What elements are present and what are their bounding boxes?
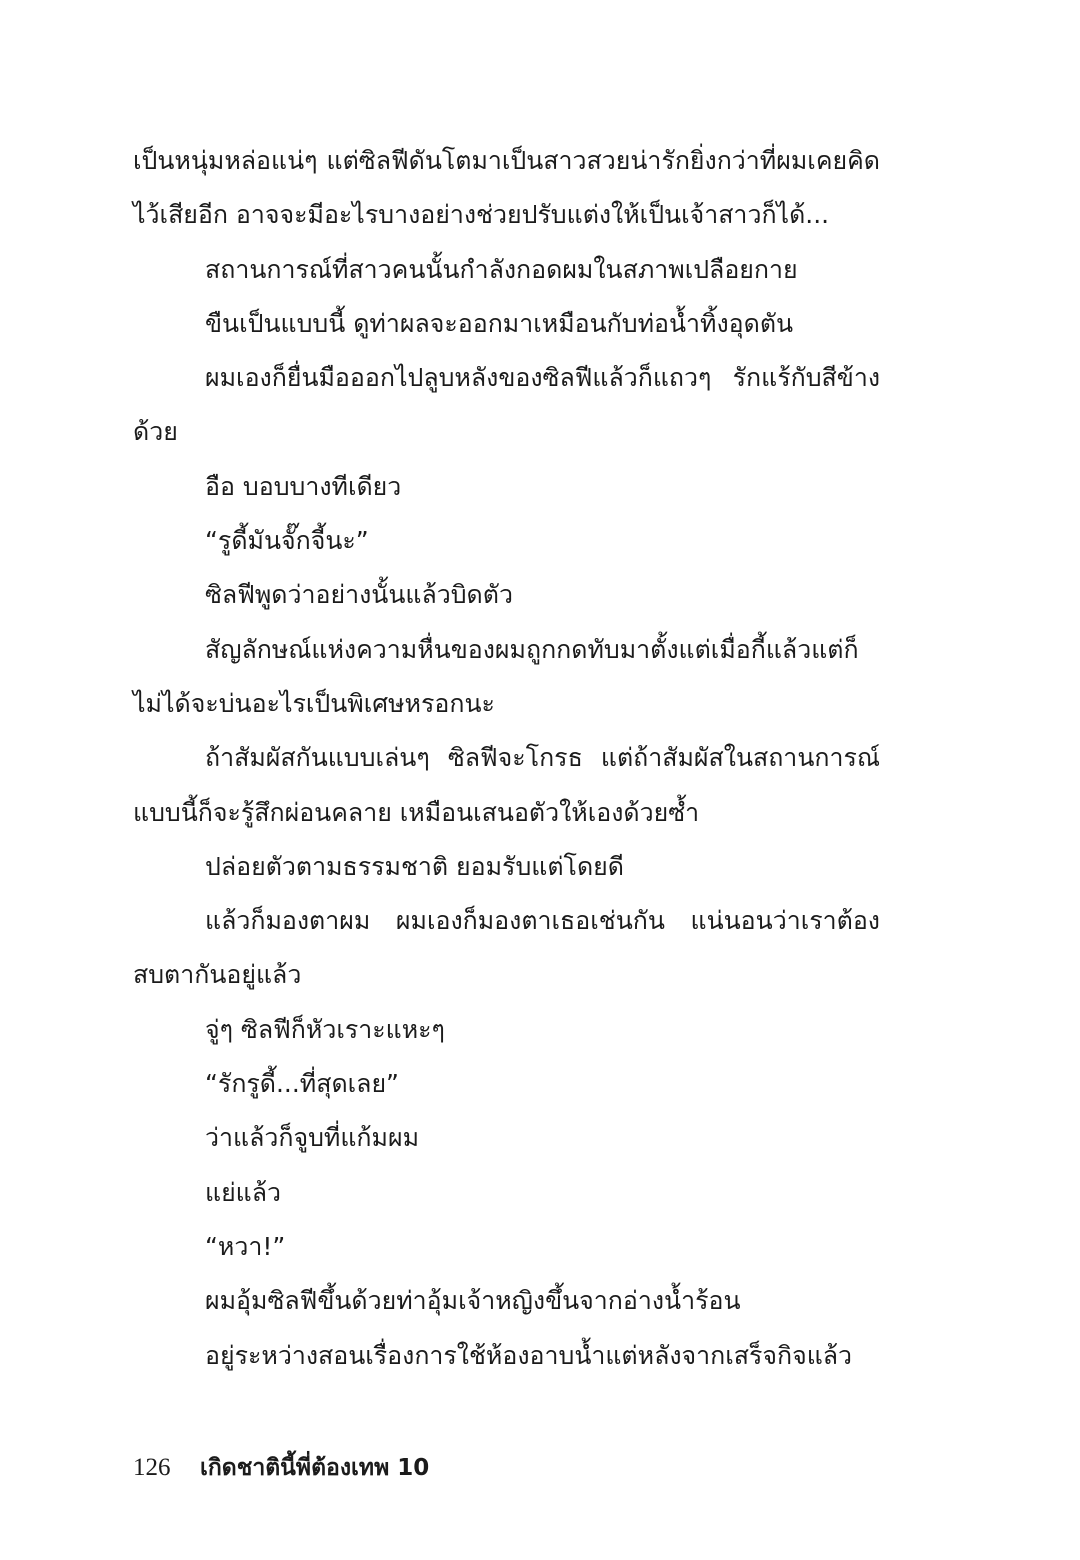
text-line: ไว้เสียอีก อาจจะมีอะไรบางอย่างช่วยปรับแต่งให้เป็นเจ้าสาวก็ได้... <box>133 200 830 230</box>
text-line: สบตากันอยู่แล้ว <box>133 960 302 990</box>
text-line: เป็นหนุ่มหล่อแน่ๆ แต่ซิลฟีดันโตมาเป็นสาวสวยน่ารักยิ่งกว่าที่ผมเคยคิด <box>133 146 880 175</box>
text-line: แล้วก็มองตาผม ผมเองก็มองตาเธอเช่นกัน แน่นอนว่าเราต้อง <box>205 906 880 936</box>
text-line: ว่าแล้วก็จูบที่แก้มผม <box>205 1123 420 1153</box>
text-line: ขืนเป็นแบบนี้ ดูท่าผลจะออกมาเหมือนกับท่อน้ำทิ้งอุดตัน <box>205 308 794 338</box>
text-line: สัญลักษณ์แห่งความหื่นของผมถูกกดทับมาตั้งแต่เมื่อกี้แล้วแต่ก็ <box>205 634 859 664</box>
text-line: สถานการณ์ที่สาวคนนั้นกำลังกอดผมในสภาพเปลือยกาย <box>205 254 798 284</box>
page-number: 126 <box>133 1454 171 1481</box>
text-line: ผมอุ้มซิลฟีขึ้นด้วยท่าอุ้มเจ้าหญิงขึ้นจากอ่างน้ำร้อน <box>205 1286 741 1316</box>
text-line: อือ บอบบางทีเดียว <box>205 471 402 501</box>
dialogue-line: “หวา!” <box>205 1231 286 1261</box>
text-line: จู่ๆ ซิลฟีก็หัวเราะแหะๆ <box>205 1014 445 1044</box>
text-line: ผมเองก็ยื่นมือออกไปลูบหลังของซิลฟีแล้วก็แถวๆ รักแร้กับสีข้าง <box>205 363 880 393</box>
page-footer <box>133 1448 880 1488</box>
book-title: เกิดชาตินี้พี่ต้องเทพ 10 <box>200 1455 430 1481</box>
text-line: ปล่อยตัวตามธรรมชาติ ยอมรับแต่โดยดี <box>205 851 624 881</box>
page-body-text <box>133 134 880 1383</box>
dialogue-line: “รูดี้มันจั๊กจี้นะ” <box>205 526 369 556</box>
text-line: แบบนี้ก็จะรู้สึกผ่อนคลาย เหมือนเสนอตัวให้เองด้วยซ้ำ <box>133 797 700 827</box>
text-line: อยู่ระหว่างสอนเรื่องการใช้ห้องอาบน้ำแต่หลังจากเสร็จกิจแล้ว <box>205 1340 853 1370</box>
text-line: ด้วย <box>133 417 178 447</box>
text-line: ไม่ได้จะบ่นอะไรเป็นพิเศษหรอกนะ <box>133 688 495 718</box>
dialogue-line: “รักรูดี้...ที่สุดเลย” <box>205 1069 399 1099</box>
text-line: ซิลฟีพูดว่าอย่างนั้นแล้วบิดตัว <box>205 580 513 610</box>
text-line: ถ้าสัมผัสกันแบบเล่นๆ ซิลฟีจะโกรธ แต่ถ้าสัมผัสในสถานการณ์ <box>205 743 880 773</box>
text-line: แย่แล้ว <box>205 1177 282 1207</box>
